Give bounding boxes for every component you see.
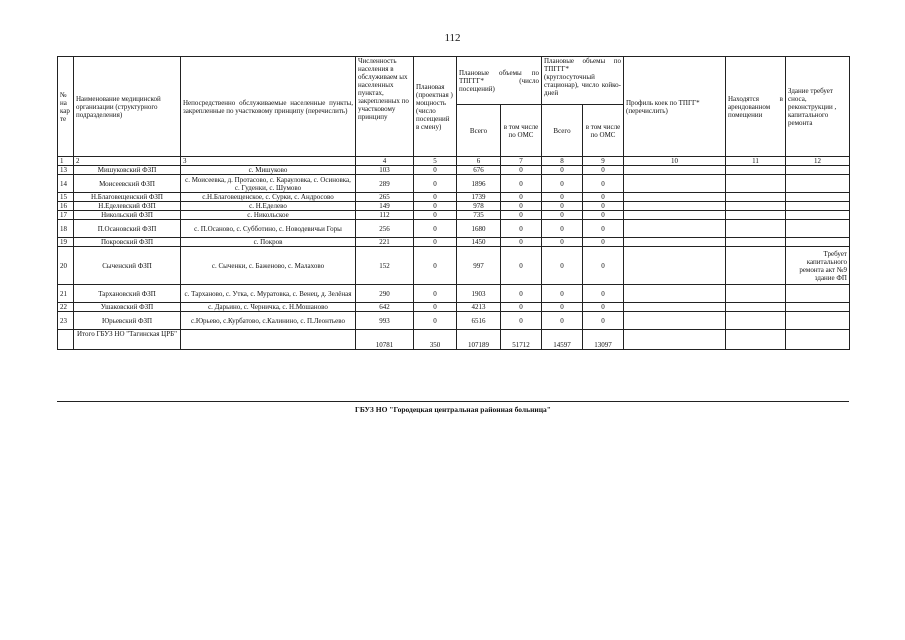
header-planned-visits: Плановые объемы по ТПГГГ* (число посещений)	[457, 57, 542, 105]
visits-oms: 0	[501, 220, 542, 238]
row-number: 15	[58, 193, 74, 202]
visits-oms: 0	[501, 238, 542, 247]
row-number: 22	[58, 303, 74, 312]
population: 642	[356, 303, 414, 312]
table-row	[58, 220, 850, 238]
beds-total: 0	[542, 166, 583, 175]
population: 221	[356, 238, 414, 247]
empty-cell	[786, 330, 850, 350]
column-number: 1	[58, 157, 74, 166]
settlements: с. Тарханово, с. Утка, с. Муратовка, с. Венец, д. Зелёная	[181, 285, 356, 303]
table-row	[58, 193, 850, 202]
column-number: 6	[457, 157, 501, 166]
bed-profile	[624, 238, 726, 247]
bed-profile	[624, 303, 726, 312]
building-status	[786, 285, 850, 303]
row-number: 20	[58, 247, 74, 285]
beds-oms: 0	[583, 285, 624, 303]
visits-total: 1896	[457, 175, 501, 193]
capacity: 0	[414, 202, 457, 211]
population: 289	[356, 175, 414, 193]
org-name: Никольский ФЗП	[74, 211, 181, 220]
settlements: с. Никольское	[181, 211, 356, 220]
beds-oms: 0	[583, 303, 624, 312]
table-row	[58, 211, 850, 220]
next-organization-title: ГБУЗ НО "Городецкая центральная районная больница"	[57, 401, 849, 414]
column-number: 7	[501, 157, 542, 166]
rented	[726, 166, 786, 175]
table-row	[58, 202, 850, 211]
beds-total: 0	[542, 285, 583, 303]
bed-profile	[624, 202, 726, 211]
population: 103	[356, 166, 414, 175]
bed-profile	[624, 211, 726, 220]
org-name: Моисеевский ФЗП	[74, 175, 181, 193]
population: 265	[356, 193, 414, 202]
column-number: 11	[726, 157, 786, 166]
column-number: 3	[181, 157, 356, 166]
settlements: с. Н.Еделево	[181, 202, 356, 211]
row-number: 17	[58, 211, 74, 220]
header-planned-beds: Плановые объемы по ТПГГГ* (круглосуточный стационар), число койко-дней	[542, 57, 624, 105]
visits-total: 676	[457, 166, 501, 175]
column-number: 9	[583, 157, 624, 166]
org-name: П.Осановский ФЗП	[74, 220, 181, 238]
table-row	[58, 285, 850, 303]
building-status	[786, 193, 850, 202]
visits-oms: 0	[501, 285, 542, 303]
rented	[726, 247, 786, 285]
beds-total: 0	[542, 303, 583, 312]
table-row	[58, 303, 850, 312]
rented	[726, 238, 786, 247]
settlements: с.Юрьево, с.Курбатово, с.Калинино, с. П.Леонтьево	[181, 312, 356, 330]
column-number: 8	[542, 157, 583, 166]
visits-oms: 0	[501, 202, 542, 211]
bed-profile	[624, 312, 726, 330]
header-beds-total: Всего	[542, 105, 583, 157]
rented	[726, 303, 786, 312]
settlements: с. Моисеевка, д. Протасово, с. Карауловка, с. Осиновка, с. Гуденки, с. Шумово	[181, 175, 356, 193]
capacity: 0	[414, 166, 457, 175]
bed-profile	[624, 220, 726, 238]
rented	[726, 285, 786, 303]
population: 256	[356, 220, 414, 238]
empty-cell	[58, 330, 74, 350]
capacity: 0	[414, 211, 457, 220]
header-visits-oms: в том числе по ОМС	[501, 105, 542, 157]
settlements: с. Сыченки, с. Баженово, с. Малахово	[181, 247, 356, 285]
building-status	[786, 166, 850, 175]
capacity: 0	[414, 303, 457, 312]
column-numbers-row	[58, 157, 850, 166]
beds-oms: 0	[583, 193, 624, 202]
total-population: 10781	[356, 330, 414, 350]
visits-total: 1680	[457, 220, 501, 238]
capacity: 0	[414, 193, 457, 202]
empty-cell	[726, 330, 786, 350]
building-status	[786, 175, 850, 193]
visits-total: 978	[457, 202, 501, 211]
beds-total: 0	[542, 247, 583, 285]
population: 290	[356, 285, 414, 303]
facilities-table	[57, 56, 850, 350]
population: 993	[356, 312, 414, 330]
visits-oms: 0	[501, 166, 542, 175]
header-num: № на кар те	[58, 57, 74, 157]
capacity: 0	[414, 312, 457, 330]
total-visits-oms: 51712	[501, 330, 542, 350]
beds-oms: 0	[583, 238, 624, 247]
header-building: Здание требует сноса, реконструкции , капитального ремонта	[786, 57, 850, 157]
bed-profile	[624, 166, 726, 175]
capacity: 0	[414, 285, 457, 303]
org-name: Сыченский ФЗП	[74, 247, 181, 285]
beds-oms: 0	[583, 220, 624, 238]
org-name: Покровский ФЗП	[74, 238, 181, 247]
bed-profile	[624, 247, 726, 285]
beds-total: 0	[542, 193, 583, 202]
table-row	[58, 312, 850, 330]
beds-total: 0	[542, 211, 583, 220]
building-status	[786, 312, 850, 330]
header-bed-profile: Профиль коек по ТПГГ* (перечислить)	[624, 57, 726, 157]
visits-oms: 0	[501, 303, 542, 312]
capacity: 0	[414, 220, 457, 238]
settlements: с.Н.Благовещенское, с. Сурки, с. Андросово	[181, 193, 356, 202]
capacity: 0	[414, 175, 457, 193]
visits-total: 997	[457, 247, 501, 285]
empty-cell	[181, 330, 356, 350]
total-beds: 14597	[542, 330, 583, 350]
building-status	[786, 202, 850, 211]
org-name: Тархановский ФЗП	[74, 285, 181, 303]
bed-profile	[624, 193, 726, 202]
header-capacity: Плановая (проектная ) мощность (число посещений в смену)	[414, 57, 457, 157]
org-name: Юрьевский ФЗП	[74, 312, 181, 330]
visits-total: 4213	[457, 303, 501, 312]
visits-oms: 0	[501, 247, 542, 285]
column-number: 10	[624, 157, 726, 166]
beds-oms: 0	[583, 312, 624, 330]
row-number: 23	[58, 312, 74, 330]
building-status	[786, 220, 850, 238]
visits-total: 1450	[457, 238, 501, 247]
org-name: Н.Еделевский ФЗП	[74, 202, 181, 211]
beds-oms: 0	[583, 202, 624, 211]
beds-total: 0	[542, 202, 583, 211]
org-name: Мишуковский ФЗП	[74, 166, 181, 175]
population: 152	[356, 247, 414, 285]
table-row	[58, 238, 850, 247]
table-row	[58, 166, 850, 175]
rented	[726, 220, 786, 238]
page-number: 112	[444, 32, 461, 44]
rented	[726, 175, 786, 193]
header-beds-oms: в том числе по ОМС	[583, 105, 624, 157]
total-label: Итого ГБУЗ НО "Тагинская ЦРБ"	[74, 330, 181, 350]
building-status	[786, 211, 850, 220]
row-number: 14	[58, 175, 74, 193]
column-number: 12	[786, 157, 850, 166]
settlements: с. П.Осаново, с. Субботино, с. Новодевичьи Горы	[181, 220, 356, 238]
rented	[726, 202, 786, 211]
bed-profile	[624, 285, 726, 303]
visits-total: 6516	[457, 312, 501, 330]
visits-oms: 0	[501, 211, 542, 220]
table-row	[58, 175, 850, 193]
visits-total: 735	[457, 211, 501, 220]
building-status	[786, 303, 850, 312]
beds-oms: 0	[583, 166, 624, 175]
visits-total: 1739	[457, 193, 501, 202]
header-settlements: Непосредственно обслуживаемые населенные пункты, закрепленные по участковому принципу (перечислить)	[181, 57, 356, 157]
total-beds-oms: 13097	[583, 330, 624, 350]
population: 112	[356, 211, 414, 220]
row-number: 21	[58, 285, 74, 303]
row-number: 18	[58, 220, 74, 238]
table-row	[58, 247, 850, 285]
building-status: Требует капитального ремонта акт №9 здание ФП	[786, 247, 850, 285]
settlements: с. Покров	[181, 238, 356, 247]
column-number: 5	[414, 157, 457, 166]
visits-oms: 0	[501, 175, 542, 193]
capacity: 0	[414, 238, 457, 247]
beds-oms: 0	[583, 175, 624, 193]
header-org: Наименование медицинской организации (структурного подразделения)	[74, 57, 181, 157]
population: 149	[356, 202, 414, 211]
building-status	[786, 238, 850, 247]
bed-profile	[624, 175, 726, 193]
column-number: 4	[356, 157, 414, 166]
org-name: Ушаковский ФЗП	[74, 303, 181, 312]
capacity: 0	[414, 247, 457, 285]
total-capacity: 350	[414, 330, 457, 350]
row-number: 13	[58, 166, 74, 175]
settlements: с. Дарьино, с. Черничка, с. Н.Мошаново	[181, 303, 356, 312]
beds-oms: 0	[583, 211, 624, 220]
beds-oms: 0	[583, 247, 624, 285]
header-population: Численность населения в обслуживаем ых населенных пунктах, закрепленных по участковому принципу	[356, 57, 414, 157]
org-name: Н.Благовещенский ФЗП	[74, 193, 181, 202]
visits-oms: 0	[501, 312, 542, 330]
total-row	[58, 330, 850, 350]
beds-total: 0	[542, 175, 583, 193]
beds-total: 0	[542, 312, 583, 330]
rented	[726, 193, 786, 202]
total-visits: 107189	[457, 330, 501, 350]
header-rented: Находятся в арендованном помещении	[726, 57, 786, 157]
beds-total: 0	[542, 238, 583, 247]
empty-cell	[624, 330, 726, 350]
visits-total: 1903	[457, 285, 501, 303]
beds-total: 0	[542, 220, 583, 238]
column-number: 2	[74, 157, 181, 166]
settlements: с. Мишуково	[181, 166, 356, 175]
rented	[726, 211, 786, 220]
header-visits-total: Всего	[457, 105, 501, 157]
visits-oms: 0	[501, 193, 542, 202]
row-number: 19	[58, 238, 74, 247]
row-number: 16	[58, 202, 74, 211]
rented	[726, 312, 786, 330]
